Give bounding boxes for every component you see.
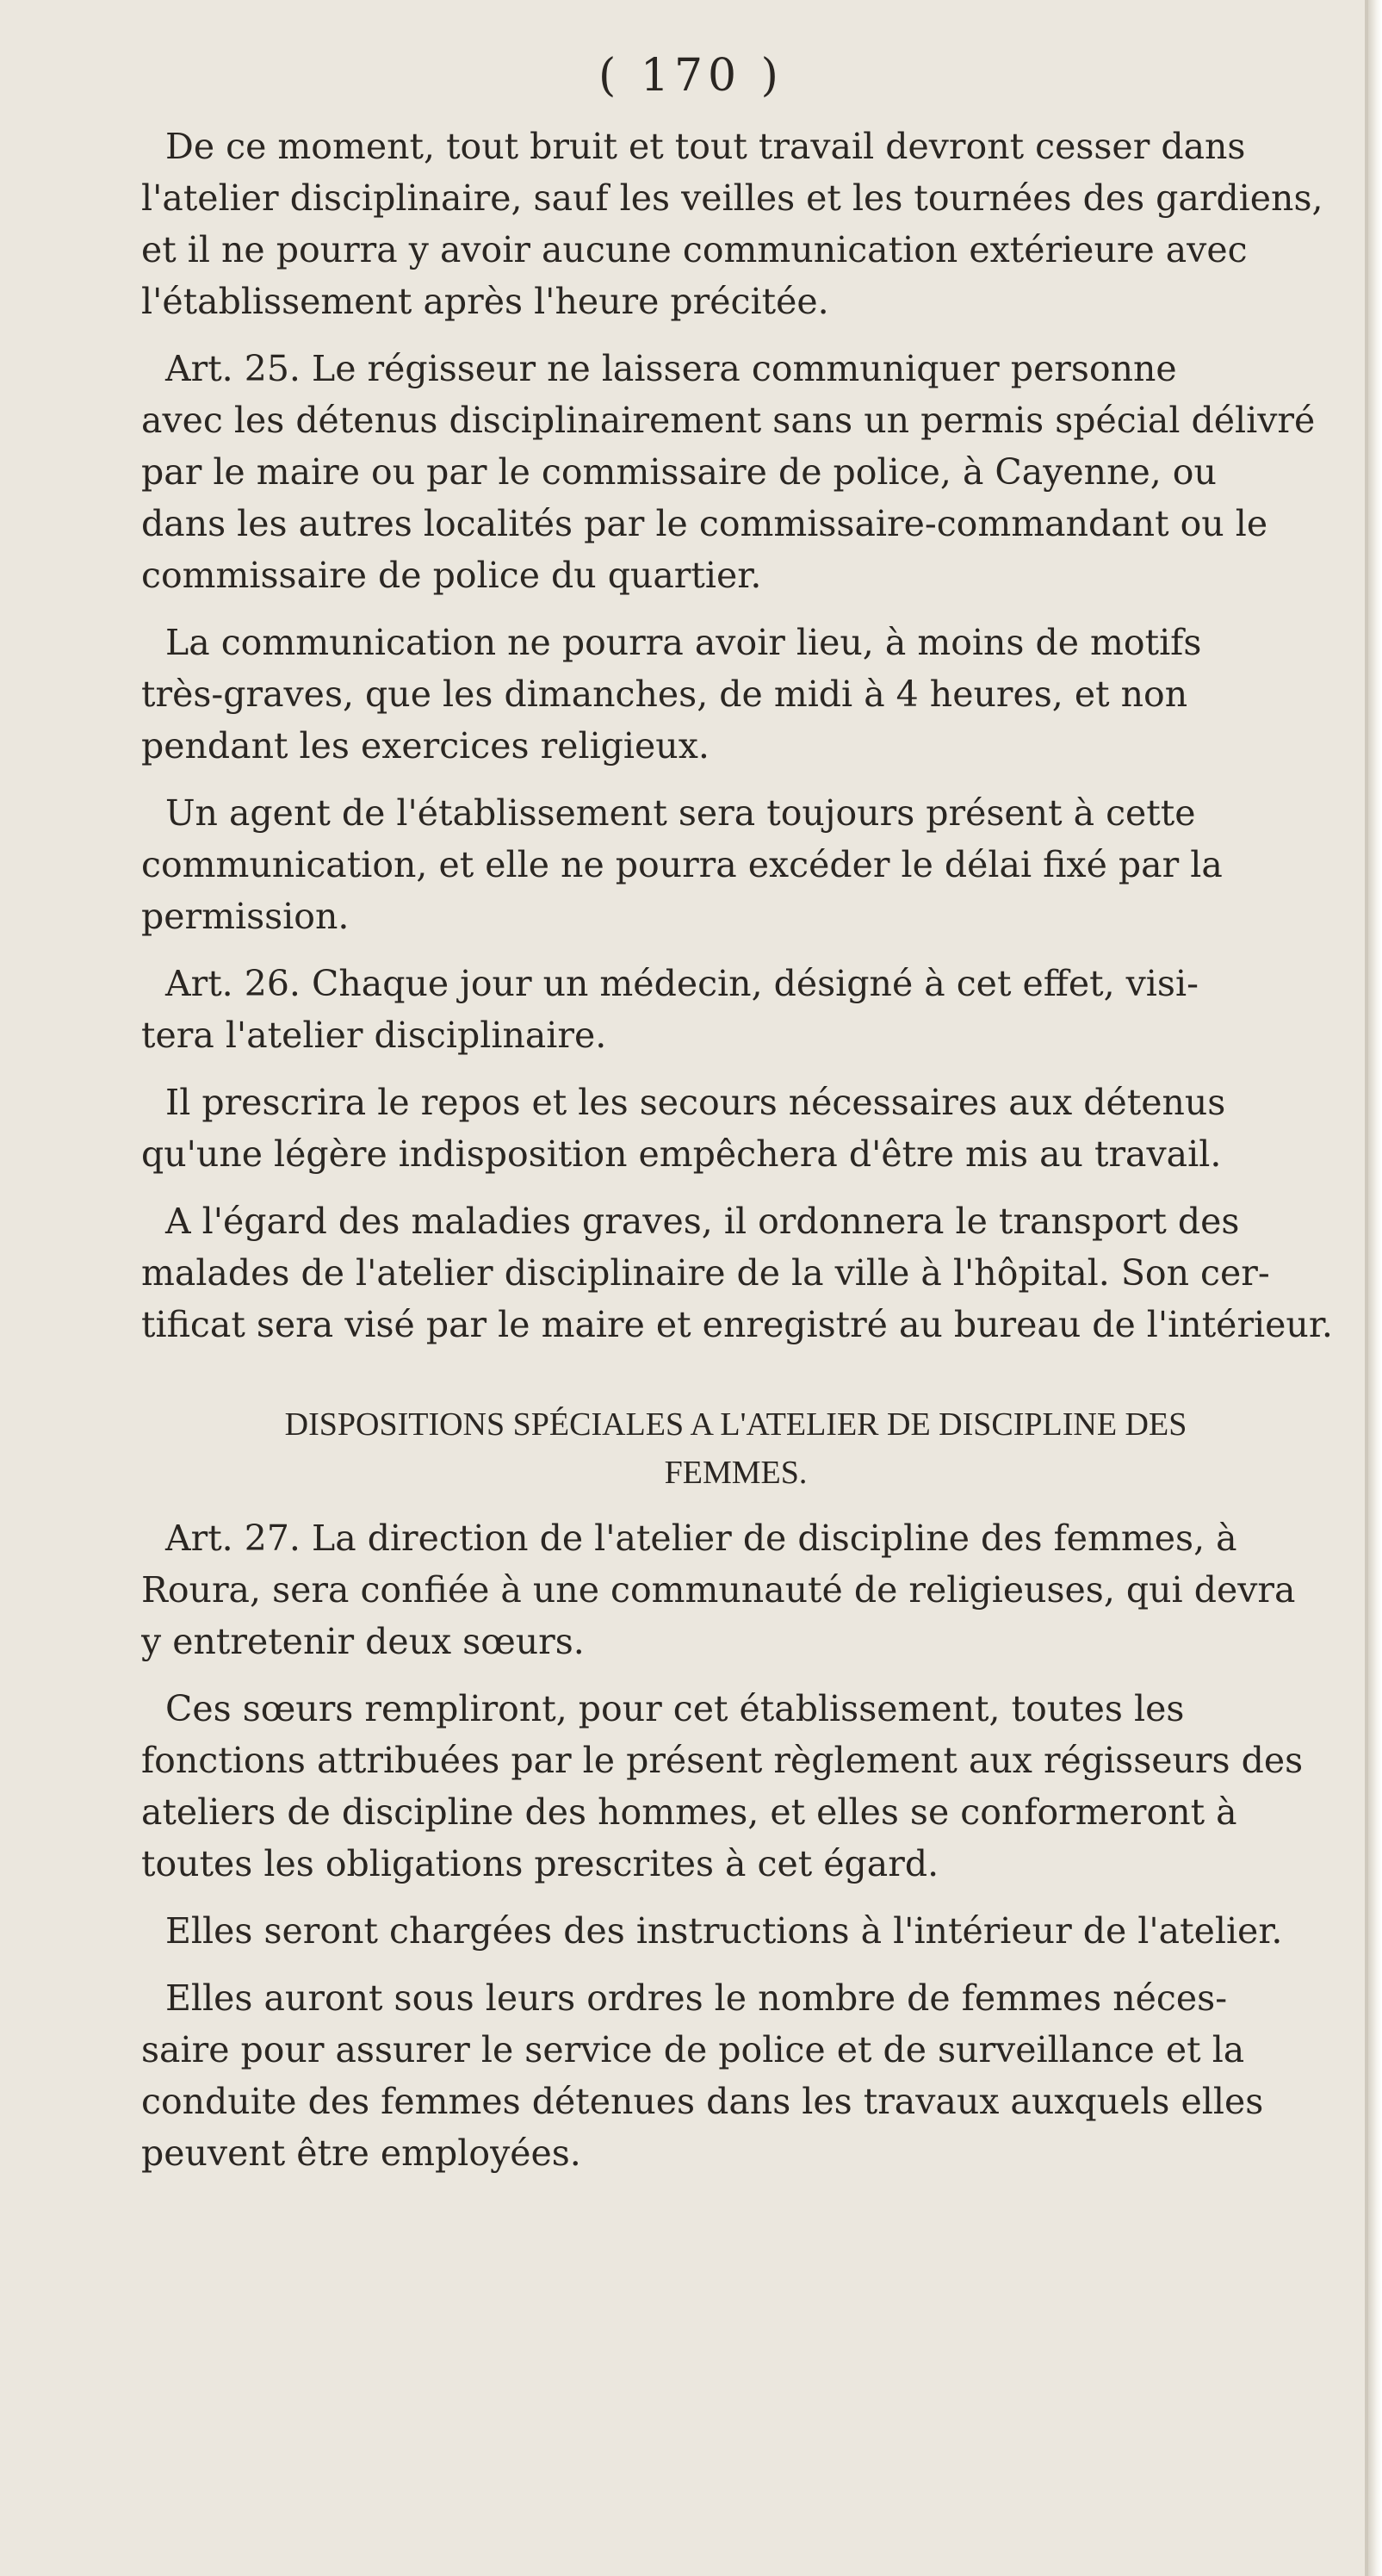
text-line: qu'une légère indisposition empêchera d'être mis au travail. [141,1133,1222,1175]
section-heading-continued: FEMMES. [664,1455,808,1491]
text-line: toutes les obligations prescrites à cet égard. [141,1843,939,1884]
text-line: saire pour assurer le service de police et de surveillance et la [141,2029,1245,2070]
article-25-line: Art. 25. Le régisseur ne laissera communiquer personne [165,348,1177,389]
section-heading: DISPOSITIONS SPÉCIALES A L'ATELIER DE DISCIPLINE DES [284,1406,1187,1443]
text-line: conduite des femmes détenues dans les travaux auxquels elles [141,2081,1264,2122]
text-line: permission. [141,896,350,937]
text-line: A l'égard des maladies graves, il ordonnera le transport des [165,1201,1240,1242]
page-edge [1368,0,1382,2576]
text-line: commissaire de police du quartier. [141,555,762,596]
article-27-line: Art. 27. La direction de l'atelier de discipline des femmes, à [165,1518,1237,1559]
text-line: ateliers de discipline des hommes, et elles se conformeront à [141,1791,1237,1833]
text-line: Elles seront chargées des instructions à l'intérieur de l'atelier. [165,1910,1283,1952]
text-line: Elles auront sous leurs ordres le nombre de femmes néces- [165,1977,1228,2019]
text-line: dans les autres localités par le commissaire-commandant ou le [141,503,1268,544]
text-line: avec les détenus disciplinairement sans un permis spécial délivré [141,400,1316,441]
article-26-line: Art. 26. Chaque jour un médecin, désigné à cet effet, visi- [165,963,1199,1004]
text-line: communication, et elle ne pourra excéder le délai fixé par la [141,844,1223,885]
text-line: Un agent de l'établissement sera toujours présent à cette [165,792,1196,834]
text-line: l'atelier disciplinaire, sauf les veilles et les tournées des gardiens, [141,177,1323,219]
text-line: y entretenir deux sœurs. [141,1621,585,1662]
text-line: De ce moment, tout bruit et tout travail devront cesser dans [165,126,1246,167]
text-line: malades de l'atelier disciplinaire de la ville à l'hôpital. Son cer- [141,1252,1270,1294]
text-line: tera l'atelier disciplinaire. [141,1015,607,1056]
text-line: Roura, sera confiée à une communauté de religieuses, qui devra [141,1569,1296,1611]
text-line: très-graves, que les dimanches, de midi à 4 heures, et non [141,673,1188,715]
text-line: fonctions attribuées par le présent règlement aux régisseurs des [141,1740,1304,1781]
text-line: l'établissement après l'heure précitée. [141,281,829,322]
page-number: ( 170 ) [598,50,784,102]
text-line: Il prescrira le repos et les secours nécessaires aux détenus [165,1082,1226,1123]
text-line: par le maire ou par le commissaire de police, à Cayenne, ou [141,451,1217,493]
text-line: peuvent être employées. [141,2132,581,2174]
text-line: et il ne pourra y avoir aucune communication extérieure avec [141,229,1248,270]
page-body [141,121,1368,2179]
text-line: Ces sœurs rempliront, pour cet établissement, toutes les [165,1688,1185,1729]
text-line: La communication ne pourra avoir lieu, à moins de motifs [165,622,1202,663]
text-line: tificat sera visé par le maire et enregistré au bureau de l'intérieur. [141,1304,1333,1345]
text-line: pendant les exercices religieux. [141,725,710,767]
